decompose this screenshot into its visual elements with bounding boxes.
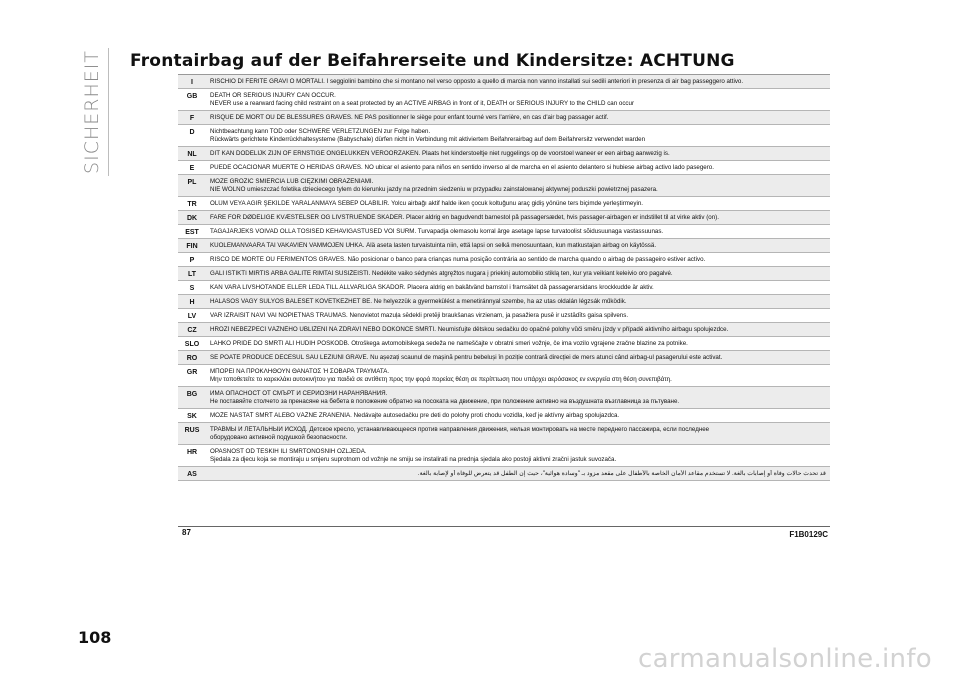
language-code: FIN [186,243,198,250]
warning-text [206,161,830,174]
language-code: LT [187,271,197,278]
warning-text [206,147,830,160]
warning-text [206,467,830,480]
language-code: E [189,165,195,172]
warning-text [206,365,830,386]
warning-text [206,197,830,210]
figure-number: 87 [182,528,191,537]
warning-text [206,281,830,294]
watermark: carmanualsonline.info [637,644,932,674]
warning-line: FARE FOR DØDELIGE KVÆSTELSER OG LIVSTRUENDE SKADER. Placer aldrig en bagudvendt barnestol på passagersædet, hvis passager-airbagen er indstillet til at virke aktiv (on). [210,214,719,221]
table-row [178,253,830,267]
table-row [178,409,830,423]
warning-text [206,211,830,224]
warning-text [206,323,830,336]
language-code: RUS [184,427,200,434]
table-row [178,387,830,409]
table-row [178,111,830,125]
language-code: CZ [187,327,197,334]
warning-line: LAHKO PRIDE DO SMRTI ALI HUDIH POŠKODB. Otroškega avtomobilskega sedeža ne nameščajte v obratni smeri vožnje, če ima vozilo vgrajene zračne blazine za potnike. [210,340,688,347]
warning-line: NEVER use a rearward facing child restraint on a seat protected by an ACTIVE AIRBAG in front of it, DEATH or SERIOUS INJURY to the CHILD can occur [210,100,635,107]
language-code: F [189,115,195,122]
warning-text [206,253,830,266]
warning-line: GALI IŠTIKTI MIRTIS ARBA GALITE RIMTAI SUSIŽEISTI. Nedėkite vaiko sėdynės atgręžtos nugara į priekinį automobilio stiklą ten, kur yra veikiant keleivio oro pagalvė. [210,270,673,277]
language-code: S [189,285,195,292]
language-code: SK [187,413,197,420]
language-code: GR [186,369,198,376]
section-tab [78,48,106,176]
figure-code: F1B0129C [789,530,828,539]
warning-line: Не поставяйте столчето за пренасяне на бебета в положение обратно на посоката на движение, при положение активно на въздушната възглавница за пътуване. [210,398,680,405]
warning-text [206,423,830,444]
warning-line: ИМА ОПАСНОСТ ОТ СМЪРТ И СЕРИОЗНИ НАРАНЯВАНИЯ. [210,390,388,397]
figure-rule [178,526,830,527]
table-row [178,365,830,387]
warning-line: RISCHIO DI FERITE GRAVI O MORTALI. I seggiolini bambino che si montano nel verso opposto a quello di marcia non vanno installati sui sedili anteriori in presenza di air bag passeggero attivo. [210,78,744,85]
language-code: EST [185,229,199,236]
warning-line: Sjedala za djecu koja se montiraju u smjeru suprotnom od vožnje ne smiju se instalirati na prednja sjedala ako postoji aktivni zračni jastuk suvozača. [210,456,617,463]
language-code: NL [187,151,197,158]
warning-text [206,351,830,364]
warning-text [206,75,830,88]
warning-text [206,111,830,124]
table-row [178,147,830,161]
table-row [178,281,830,295]
language-code: H [189,299,195,306]
warning-text [206,387,830,408]
language-code: RO [186,355,198,362]
warning-line: MÔŽE NASTAŤ SMRŤ ALEBO VÁŽNE ZRANENIA. Nedávajte autosedačku pre deti do polohy proti chodu vozidla, keď je aktívny airbag spolujazdca. [210,412,620,419]
warning-table [178,74,830,481]
warning-text [206,445,830,466]
warning-line: ТРАВМЫ И ЛЕТАЛЬНЫЙ ИСХОД. Детское кресло, устанавливающееся против направления движения, нельзя монтировать на месте переднего пассажира, если последнее [210,426,710,433]
warning-line: SE POATE PRODUCE DECESUL SAU LEZIUNI GRAVE. Nu așezați scaunul de mașină pentru bebeluși în poziție contrară direcției de mers atunci când airbag-ul pasagerului este activat. [210,354,723,361]
warning-line: Nichtbeachtung kann TOD oder SCHWERE VERLETZUNGEN zur Folge haben. [210,128,431,135]
warning-line: HROZÍ NEBEZPEČÍ VÁŽNÉHO UBLÍŽENÍ NA ZDRAVÍ NEBO DOKONCE SMRTI. Neumisťujte dětskou sedačku do opačné polohy vůči směru jízdy v případě aktivního airbagu spolujezdce. [210,326,729,333]
table-row [178,351,830,365]
table-row [178,75,830,89]
language-code: PL [187,179,197,186]
table-row [178,161,830,175]
warning-line: RISQUE DE MORT OU DE BLESSURES GRAVES. NE PAS positionner le siège pour enfant tourné vers l'arrière, en cas d'air bag passager actif. [210,114,609,121]
language-code: AS [187,471,197,478]
table-row [178,125,830,147]
language-code: DK [186,215,198,222]
table-row [178,197,830,211]
warning-text [206,295,830,308]
table-row [178,239,830,253]
section-tab-label: SICHERHEIT [81,50,103,174]
language-code: P [189,257,195,264]
warning-line: KUOLEMANVAARA TAI VAKAVIEN VAMMOJEN UHKA. Älä aseta lasten turvaistuinta niin, että lapsi on selkä menosuuntaan, kun matkustajan airbag on käytössä. [210,242,657,249]
warning-text [206,309,830,322]
warning-line: VAR IZRAISĪT NĀVI VAI NOPIETNAS TRAUMAS. Nenovietot mazuļa sēdekli pretēji braukšanas virzienam, ja pasažiera pusē ir uzstādīts gaisa spilvens. [210,312,629,319]
language-code: D [189,129,195,136]
language-code: SLO [184,341,200,348]
warning-line: OPASNOST OD TEŠKIH ILI SMRTONOSNIH OZLJEDA. [210,448,367,455]
table-row [178,267,830,281]
table-row [178,467,830,481]
warning-line: DIT KAN DODELIJK ZIJN OF ERNSTIGE ONGELUKKEN VEROORZAKEN. Plaats het kinderstoeltje niet ruggelings op de voorstoel waneer er een airbag aanwezig is. [210,150,670,157]
table-row [178,309,830,323]
warning-text [206,337,830,350]
warning-line: ΜΠΟΡΕΙ ΝΑ ΠΡΟΚΛΗΘΟΥΝ ΘΑΝΑΤΟΣ Ή ΣΟΒΑΡΑ ΤΡΑΥΜΑΤΑ. [210,368,390,375]
warning-line: NIE WOLNO umieszczać foletika dzieciecego tylem do kierunku jazdy na przednim siedzeniu w przypadku zainstalowanej aktywnej poduszki powietrznej pasazera. [210,186,658,193]
table-row [178,225,830,239]
table-row [178,175,830,197]
table-row [178,445,830,467]
page-title: Frontairbag auf der Beifahrerseite und Kindersitze: ACHTUNG [130,51,735,71]
page-number: 108 [78,628,112,647]
warning-line: Μην τοποθετείτε το καρεκλάκι αυτοκινήτου για παιδιά σε αντίθετη προς την φορά πορείας θέση σε περίπτωση που υπάρχει αερόσακος εν ενεργεία στη θέση συνεπιβάτη. [210,376,672,383]
warning-line: MOŻE GROZIĆ ŚMIERCIA LUB CIĘŻKIMI OBRAŻENIAMI. [210,178,374,185]
table-row [178,89,830,111]
language-code: BG [186,391,198,398]
warning-line: قد تحدث حالات وفاة أو إصابات بالغة. لا تستخدم مقاعد الأمان الخاصة بالأطفال على مقعد مزود بـ "وسادة هوائية"، حيث إن الطفل قد يتعرض للوفاة أو لإصابة بالغة. [417,470,826,477]
table-row [178,295,830,309]
language-code: LV [187,313,197,320]
warning-line: KAN VARA LIVSHOTANDE ELLER LEDA TILL ALLVARLIGA SKADOR. Placera aldrig en bakåtvänd barnstol i framsätet då passagerarsidans krockkudde är aktiv. [210,284,654,291]
warning-line: ÖLÜM VEYA AĞIR ŞEKİLDE YARALANMAYA SEBEP OLABİLİR. Yolcu airbağı aktif halde iken çocuk koltuğunu araç gidiş yönüne ters biçimde yerleştirmeyin. [210,200,643,207]
warning-line: HALÁSOS VAGY SÚLYOS BALESET KÖVETKEZHET BE. Ne helyezzük a gyermekülést a menetiránnyal szembe, ha az utas oldalán légzsák működik. [210,298,627,305]
table-row [178,423,830,445]
warning-text [206,225,830,238]
language-code: TR [187,201,197,208]
warning-text [206,125,830,146]
table-row [178,211,830,225]
language-code: HR [186,449,198,456]
warning-text [206,239,830,252]
warning-line: Rückwärts gerichtete Kinderrückhaltesysteme (Babyschale) dürfen nicht in Verbindung mit aktiviertem Beifahrerairbag auf dem Beifahrersitz verwendet warden [210,136,646,143]
warning-text [206,267,830,280]
warning-line: DEATH OR SERIOUS INJURY CAN OCCUR. [210,92,336,99]
warning-text [206,409,830,422]
language-code: GB [186,93,198,100]
warning-line: оборудовано активной подушкой безопасности. [210,434,348,441]
warning-line: TAGAJÄRJEKS VÕIVAD OLLA TÕSISED KEHAVIGASTUSED VÕI SURM. Turvapadja olemasolu korral ärge asetage lapse turvatoolist sõidusuunaga vastassuunas. [210,228,664,235]
table-row [178,323,830,337]
warning-text [206,175,830,196]
warning-line: RISCO DE MORTE OU FERIMENTOS GRAVES. Não posicionar o banco para crianças numa posição contrária ao sentido de marcha quando o airbag de passageiro estiver activo. [210,256,706,263]
language-code: I [191,79,193,86]
warning-text [206,89,830,110]
table-row [178,337,830,351]
section-divider [108,48,109,176]
warning-line: PUEDE OCACIONAR MUERTE O HERIDAS GRAVES. NO ubicar el asiento para niños en sentido inverso al de marcha en el asiento delantero si hubiese airbag activo lado pasegero. [210,164,714,171]
